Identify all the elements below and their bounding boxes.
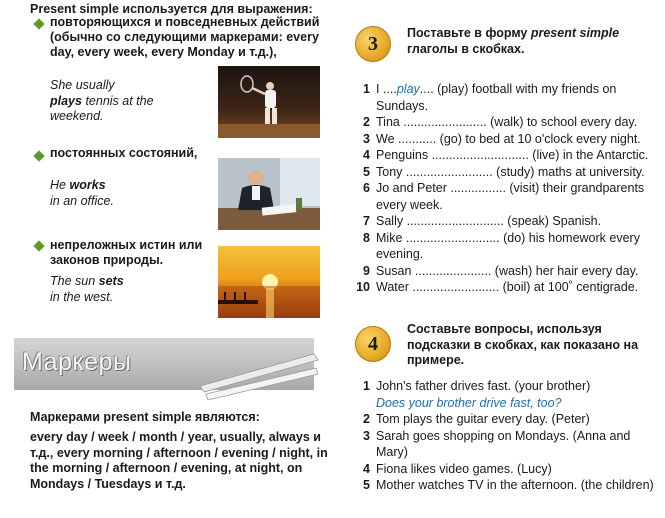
use-3-example: The sun sets in the west.: [50, 274, 124, 304]
task-4-item: 2 Tom plays the guitar every day. (Peter): [363, 412, 590, 426]
use-1-example: She usually plays tennis at the weekend.: [50, 78, 154, 123]
bullet-icon: [33, 150, 44, 161]
use-2-text: постоянных состояний,: [50, 146, 198, 160]
task-4-title: Составьте вопросы, используя подсказки в скобках, как показано на примере.: [407, 322, 639, 367]
task-3-list: [352, 81, 662, 296]
tennis-player-photo: [218, 66, 320, 138]
grammar-heading: Present simple используется для выражения:: [30, 2, 313, 16]
task-3-item: 2 Tina ........................ (walk) to school every day.: [363, 115, 638, 129]
markers-list: every day / week / month / year, usually, always и т.д., every morning / afternoon / evening / night, in the morning / afternoon / evening, at night, on Mondays / Tuesdays и т.д.: [30, 430, 328, 491]
task-4-item: 5 Mother watches TV in the afternoon. (the children): [363, 478, 654, 492]
task-3-number-badge: 3: [355, 26, 391, 62]
task-3-item: 9 Susan ...................... (wash) her hair every day.: [363, 263, 639, 278]
task-4-item: 4 Fiona likes video games. (Lucy): [363, 461, 552, 476]
task-3-item: 3 We ........... (go) to bed at 10 o'clock every night.: [363, 131, 641, 146]
task-3-item: 4 Penguins ............................ (live) in the Antarctic.: [363, 148, 649, 162]
sunset-photo: [218, 246, 320, 318]
task-3-item: 10 Water ......................... (boil) at 100˚ centigrade.: [356, 280, 639, 294]
task-4-item: 3 Sarah goes shopping on Mondays. (Anna and Mary): [363, 428, 631, 459]
bullet-icon: [33, 240, 44, 251]
task-3-item: 8 Mike ........................... (do) his homework every evening.: [363, 230, 640, 261]
task-4-item: 1 John's father drives fast. (your brother) Does your brother drive fast, too?: [363, 379, 591, 410]
answer-text: play: [396, 82, 420, 96]
answer-text: Does your brother drive fast, too?: [376, 395, 562, 410]
task-3-item: 1 I ....play.... (play) football with my friends on Sundays.: [363, 82, 617, 113]
paper-strips-decoration: [196, 346, 320, 400]
task-4-list: [352, 378, 662, 494]
use-1-text: повторяющихся и повседневных действий (обычно со следующими маркерами: every day, every week, every Monday и т.д.),: [50, 15, 320, 59]
use-3-text: непреложных истин или законов природы.: [50, 238, 203, 267]
bullet-icon: [33, 18, 44, 29]
markers-title: Маркеры: [22, 348, 132, 376]
businessman-office-photo: [218, 158, 320, 230]
task-3-item: 6 Jo and Peter ................ (visit) their grandparents every week.: [363, 181, 645, 212]
task-3-title: Поставьте в форму present simple глаголы в скобках.: [407, 26, 620, 56]
task-3-item: 7 Sally ............................ (speak) Spanish.: [363, 214, 602, 228]
markers-heading: Маркерами present simple являются:: [30, 410, 260, 424]
task-3-item: 5 Tony ......................... (study) maths at university.: [363, 164, 645, 179]
use-2-example: He works in an office.: [50, 178, 114, 208]
task-4-number-badge: 4: [355, 326, 391, 362]
